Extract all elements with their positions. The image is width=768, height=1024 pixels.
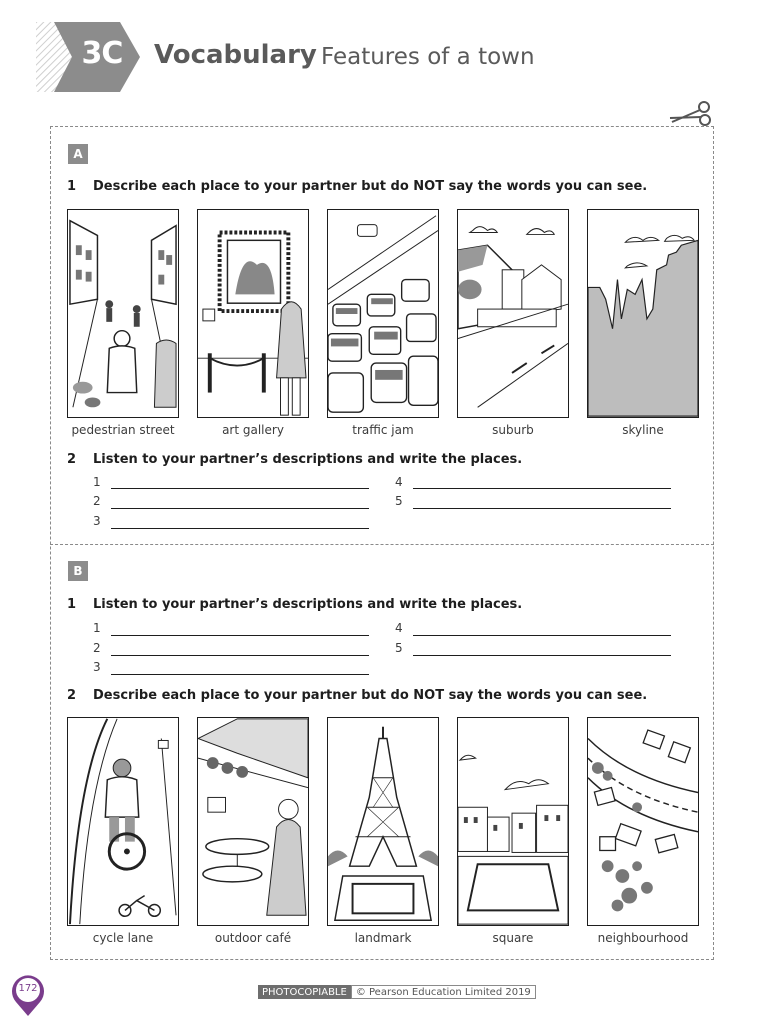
answer-number: 4 [395,621,403,635]
instruction-number: 1 [67,597,77,612]
caption-pedestrian-street: pedestrian street [71,423,175,437]
caption-outdoor-cafe: outdoor café [214,931,292,945]
pedestrian-street-illustration [67,209,179,418]
instruction-text: Describe each place to your partner but do NOT say the words you can see. [93,179,648,194]
answer-line[interactable] [413,488,671,489]
answer-line[interactable] [111,508,369,509]
suburb-illustration [457,209,569,418]
caption-art-gallery: art gallery [222,423,284,437]
landmark-illustration [327,717,439,926]
instruction-number: 2 [67,688,77,703]
instruction-text: Describe each place to your partner but do NOT say the words you can see. [93,688,648,703]
traffic-jam-illustration [327,209,439,418]
caption-traffic-jam: traffic jam [352,423,414,437]
outdoor-cafe-illustration [197,717,309,926]
section-b-instruction-2 [67,688,647,703]
scissors-icon [668,100,712,128]
answer-line[interactable] [111,674,369,675]
copyright-notice: © Pearson Education Limited 2019 [351,985,536,999]
page-subtitle: Features of a town [321,44,535,70]
skyline-illustration [587,209,699,418]
page-title: Vocabulary [154,40,317,70]
section-a-instruction-2 [67,452,522,467]
answer-line[interactable] [111,488,369,489]
art-gallery-illustration [197,209,309,418]
answer-number: 2 [93,494,101,508]
instruction-text: Listen to your partner’s descriptions and write the places. [93,597,523,612]
instruction-text: Listen to your partner’s descriptions and write the places. [93,452,523,467]
caption-cycle-lane: cycle lane [92,931,154,945]
page-number: 172 [18,983,38,994]
answer-number: 1 [93,475,101,489]
answer-number: 5 [395,494,403,508]
answer-number: 1 [93,621,101,635]
answer-line[interactable] [413,655,671,656]
caption-square: square [492,931,534,945]
instruction-number: 2 [67,452,77,467]
instruction-number: 1 [67,179,77,194]
caption-suburb: suburb [492,423,534,437]
neighbourhood-illustration [587,717,699,926]
unit-code: 3C [81,36,123,71]
page-number-badge [10,972,46,1018]
answer-line[interactable] [111,635,369,636]
cut-line [50,544,714,545]
answer-line[interactable] [111,655,369,656]
photocopiable-label: PHOTOCOPIABLE [258,985,351,999]
answer-number: 2 [93,641,101,655]
caption-landmark: landmark [354,931,412,945]
answer-number: 4 [395,475,403,489]
answer-number: 3 [93,514,101,528]
caption-skyline: skyline [622,423,664,437]
footer [258,985,536,999]
caption-neighbourhood: neighbourhood [597,931,689,945]
answer-line[interactable] [413,635,671,636]
answer-number: 5 [395,641,403,655]
section-b-instruction-1 [67,597,522,612]
answer-line[interactable] [111,528,369,529]
section-b-label: B [68,561,88,581]
answer-line[interactable] [413,508,671,509]
section-a-instruction-1 [67,179,647,194]
section-a-label: A [68,144,88,164]
answer-number: 3 [93,660,101,674]
cycle-lane-illustration [67,717,179,926]
square-illustration [457,717,569,926]
